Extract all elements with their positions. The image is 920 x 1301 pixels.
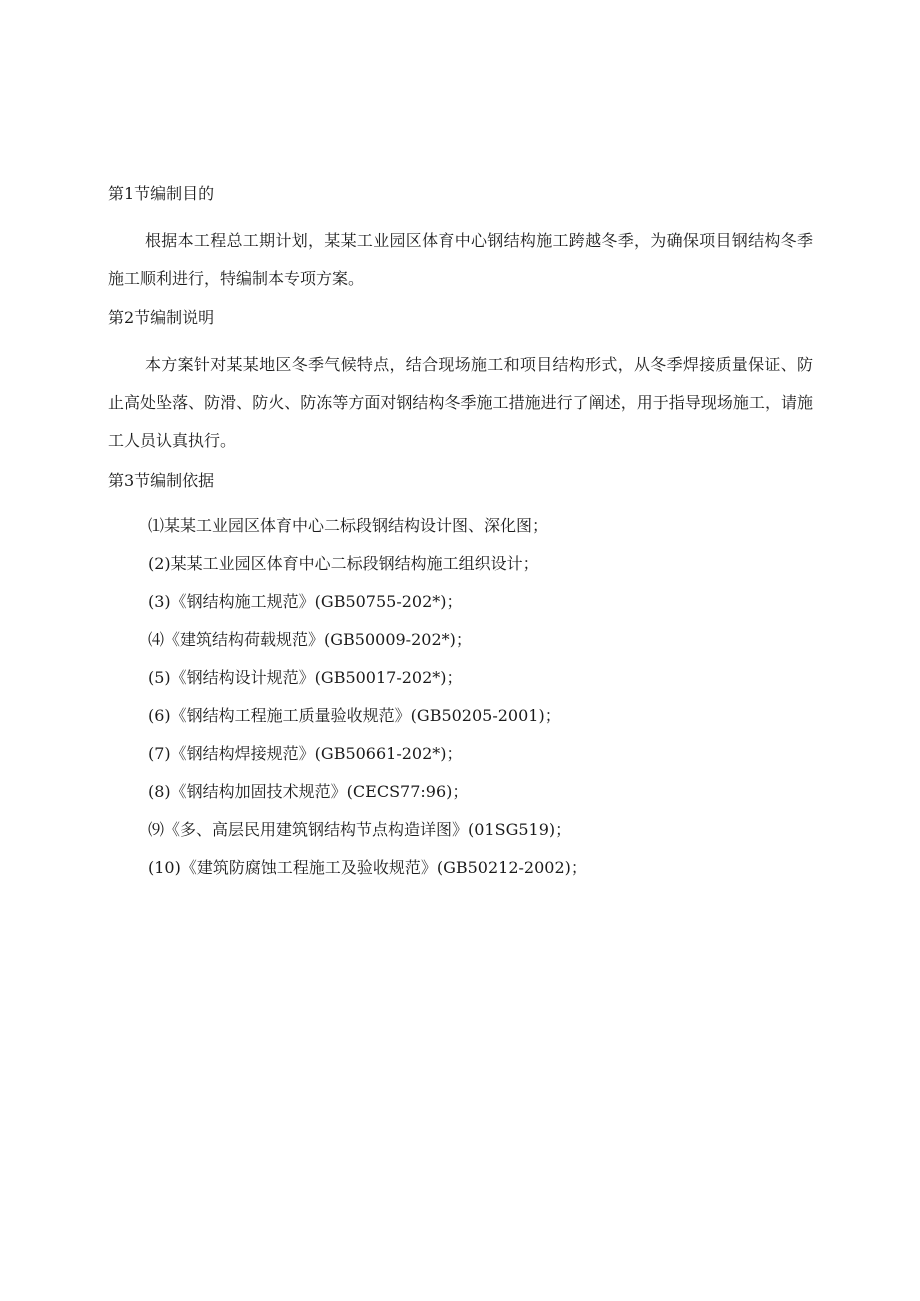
section-3-heading: 第3节编制依据 bbox=[108, 471, 215, 490]
reference-item: ⑷《建筑结构荷载规范》(GB50009-202*)； bbox=[148, 630, 472, 649]
reference-item: (5)《钢结构设计规范》(GB50017-202*)； bbox=[148, 668, 463, 687]
reference-item: (3)《钢结构施工规范》(GB50755-202*)； bbox=[148, 592, 463, 611]
reference-item: (8)《钢结构加固技术规范》(CECS77:96)； bbox=[148, 782, 469, 801]
reference-item: (6)《钢结构工程施工质量验收规范》(GB50205-2001)； bbox=[148, 706, 561, 725]
section-1-heading: 第1节编制目的 bbox=[108, 184, 215, 203]
section-2-paragraph: 本方案针对某某地区冬季气候特点，结合现场施工和项目结构形式，从冬季焊接质量保证、防止高处坠落、防滑、防火、防冻等方面对钢结构冬季施工措施进行了阐述，用于指导现场施工，请施工人员认真执行。 bbox=[108, 355, 813, 450]
section-2-heading: 第2节编制说明 bbox=[108, 308, 215, 327]
reference-item: (2)某某工业园区体育中心二标段钢结构施工组织设计； bbox=[148, 554, 539, 573]
reference-item: ⑼《多、高层民用建筑钢结构节点构造详图》(01SG519)； bbox=[148, 820, 572, 839]
section-1-paragraph: 根据本工程总工期计划，某某工业园区体育中心钢结构施工跨越冬季，为确保项目钢结构冬季施工顺利进行，特编制本专项方案。 bbox=[108, 231, 813, 288]
reference-item: (7)《钢结构焊接规范》(GB50661-202*)； bbox=[148, 744, 463, 763]
reference-item: (10)《建筑防腐蚀工程施工及验收规范》(GB50212-2002)； bbox=[148, 858, 587, 877]
reference-item: ⑴某某工业园区体育中心二标段钢结构设计图、深化图； bbox=[148, 516, 549, 535]
reference-list bbox=[148, 516, 587, 896]
